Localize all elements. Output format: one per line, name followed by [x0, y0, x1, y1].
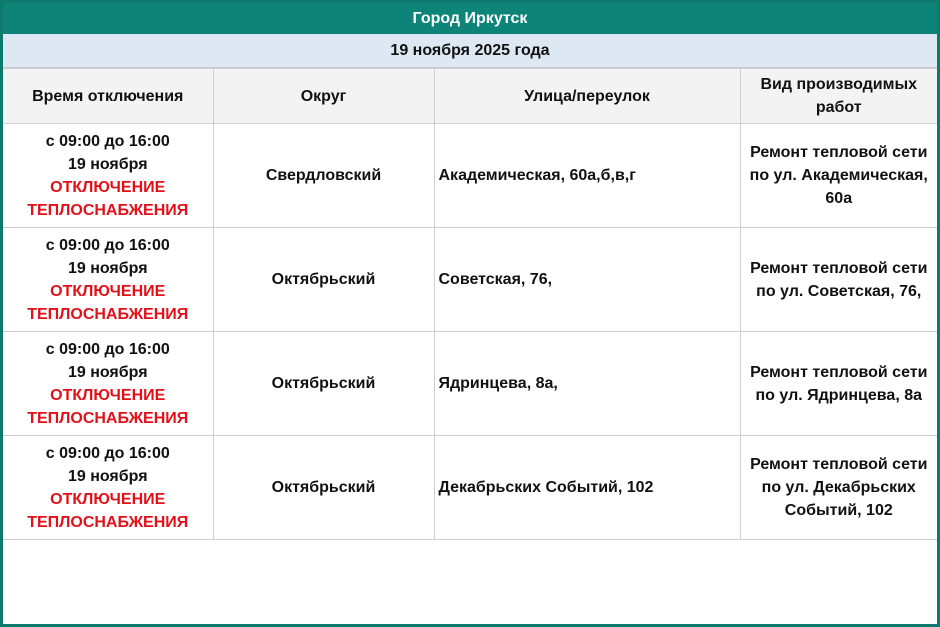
time-range: с 09:00 до 16:00: [45, 340, 170, 358]
work-type-cell: Ремонт тепловой сети по ул. Декабрьских Событий, 102: [740, 436, 937, 540]
time-range: с 09:00 до 16:00: [45, 444, 170, 462]
work-type-cell: Ремонт тепловой сети по ул. Ядринцева, 8а: [740, 332, 937, 436]
district-cell: Свердловский: [213, 124, 434, 228]
outage-day: 19 ноября: [67, 259, 148, 277]
outage-type-line1: ОТКЛЮЧЕНИЕ: [50, 178, 166, 196]
outage-type-line2: ТЕПЛОСНАБЖЕНИЯ: [27, 513, 189, 531]
column-header-time: Время отключения: [3, 69, 213, 124]
outage-type-line1: ОТКЛЮЧЕНИЕ: [50, 490, 166, 508]
outage-table: [3, 68, 937, 540]
work-type-cell: Ремонт тепловой сети по ул. Советская, 76,: [740, 228, 937, 332]
street-cell: Ядринцева, 8а,: [434, 332, 740, 436]
column-header-work: Вид производимых работ: [740, 69, 937, 124]
city-title: Город Иркутск: [3, 3, 937, 34]
outage-type-line1: ОТКЛЮЧЕНИЕ: [50, 386, 166, 404]
outage-type-line1: ОТКЛЮЧЕНИЕ: [50, 282, 166, 300]
district-cell: Октябрьский: [213, 332, 434, 436]
outage-day: 19 ноября: [67, 363, 148, 381]
outage-time-cell: [3, 436, 213, 540]
outage-time-cell: [3, 332, 213, 436]
street-cell: Декабрьских Событий, 102: [434, 436, 740, 540]
district-cell: Октябрьский: [213, 436, 434, 540]
time-range: с 09:00 до 16:00: [45, 132, 170, 150]
table-row: [3, 436, 937, 540]
outage-type-line2: ТЕПЛОСНАБЖЕНИЯ: [27, 409, 189, 427]
table-row: [3, 332, 937, 436]
district-cell: Октябрьский: [213, 228, 434, 332]
outage-type-line2: ТЕПЛОСНАБЖЕНИЯ: [27, 305, 189, 323]
column-header-street: Улица/переулок: [434, 69, 740, 124]
outage-time-cell: [3, 228, 213, 332]
outage-day: 19 ноября: [67, 155, 148, 173]
table-header-row: [3, 69, 937, 124]
outage-time-cell: [3, 124, 213, 228]
table-row: [3, 228, 937, 332]
outage-day: 19 ноября: [67, 467, 148, 485]
work-type-cell: Ремонт тепловой сети по ул. Академическая, 60а: [740, 124, 937, 228]
time-range: с 09:00 до 16:00: [45, 236, 170, 254]
outage-type-line2: ТЕПЛОСНАБЖЕНИЯ: [27, 201, 189, 219]
date-heading: 19 ноября 2025 года: [3, 34, 937, 68]
column-header-district: Округ: [213, 69, 434, 124]
street-cell: Советская, 76,: [434, 228, 740, 332]
table-row: [3, 124, 937, 228]
street-cell: Академическая, 60а,б,в,г: [434, 124, 740, 228]
